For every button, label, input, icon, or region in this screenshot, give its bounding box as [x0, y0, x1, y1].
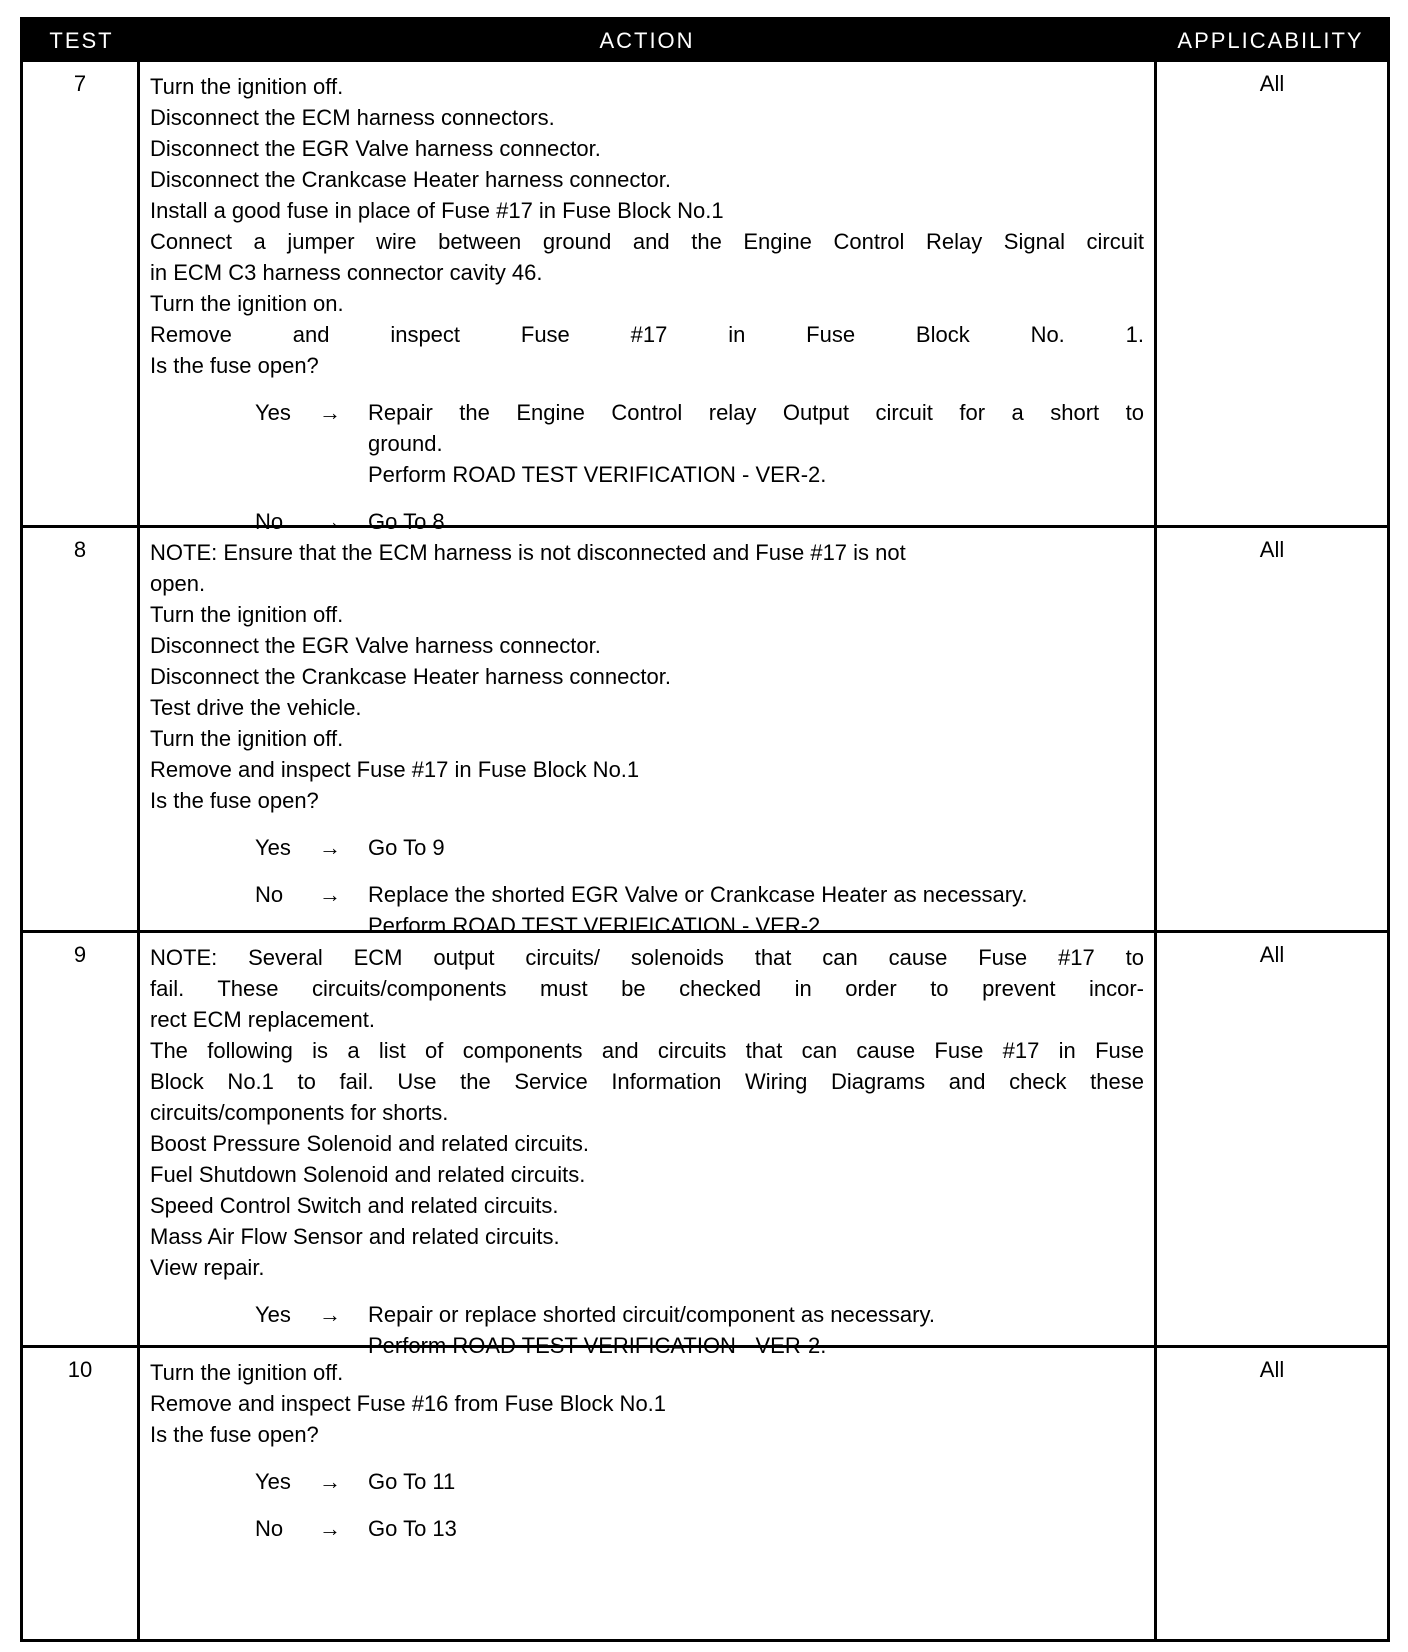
- table-row: [23, 525, 1387, 938]
- applicability-cell: All: [1259, 942, 1285, 967]
- response-answer: No: [255, 1516, 284, 1541]
- response-yes: [150, 1466, 1144, 1497]
- test-number: 8: [23, 528, 140, 930]
- action-line: Disconnect the EGR Valve harness connector.: [150, 136, 601, 161]
- diagnostic-table: [20, 17, 1390, 1642]
- response-answer: Yes: [255, 1302, 291, 1327]
- response-yes: [150, 397, 1144, 490]
- response-line: Perform ROAD TEST VERIFICATION - VER-2.: [368, 913, 827, 938]
- action-line: Test drive the vehicle.: [150, 695, 362, 720]
- action-cell: [140, 528, 1157, 938]
- applicability-cell: All: [1259, 71, 1285, 96]
- arrow-icon: →: [319, 1516, 341, 1541]
- action-line: Remove and inspect Fuse #17 in Fuse Block No.1: [150, 757, 640, 782]
- action-line: View repair.: [150, 1255, 265, 1280]
- action-line: NOTE: Ensure that the ECM harness is not disconnected and Fuse #17 is not: [150, 540, 906, 565]
- response-line: Go To 11: [368, 1469, 456, 1494]
- action-line: Turn the ignition off.: [150, 74, 344, 99]
- test-number: 7: [23, 62, 140, 525]
- action-line: Fuel Shutdown Solenoid and related circuits.: [150, 1162, 586, 1187]
- table-header: [23, 20, 1387, 62]
- response-line: Repair or replace shorted circuit/component as necessary.: [368, 1302, 935, 1327]
- action-line: Block No.1 to fail. Use the Service Information Wiring Diagrams and check these: [150, 1069, 1144, 1094]
- response-result: [368, 397, 1144, 490]
- action-line: Is the fuse open?: [150, 1422, 319, 1447]
- arrow-icon: →: [319, 400, 341, 425]
- table-row: [23, 1345, 1387, 1639]
- action-line: Is the fuse open?: [150, 353, 319, 378]
- arrow-icon: →: [319, 835, 341, 860]
- response-line: Go To 9: [368, 835, 445, 860]
- action-line: Install a good fuse in place of Fuse #17 in Fuse Block No.1: [150, 198, 724, 223]
- action-line: Mass Air Flow Sensor and related circuits.: [150, 1224, 560, 1249]
- arrow-icon: →: [319, 509, 341, 534]
- header-action: ACTION: [599, 28, 695, 53]
- response-line: Go To 8: [368, 509, 445, 534]
- response-result: [368, 1466, 1144, 1497]
- response-result: [368, 1513, 1144, 1544]
- response-answer: Yes: [255, 835, 291, 860]
- applicability-cell: All: [1259, 537, 1285, 562]
- action-cell: [140, 933, 1157, 1358]
- action-line: Remove and inspect Fuse #16 from Fuse Block No.1: [150, 1391, 667, 1416]
- response-line: Perform ROAD TEST VERIFICATION - VER-2.: [368, 1333, 827, 1358]
- applicability-cell: All: [1259, 1357, 1285, 1382]
- action-line: Is the fuse open?: [150, 788, 319, 813]
- action-line: in ECM C3 harness connector cavity 46.: [150, 260, 543, 285]
- response-line: Replace the shorted EGR Valve or Crankcase Heater as necessary.: [368, 882, 1028, 907]
- response-line: Repair the Engine Control relay Output circuit for a short to: [368, 400, 1144, 425]
- response-answer: Yes: [255, 1469, 291, 1494]
- action-line: open.: [150, 571, 206, 596]
- response-line: ground.: [368, 431, 443, 456]
- action-line: NOTE: Several ECM output circuits/ solenoids that can cause Fuse #17 to: [150, 945, 1144, 970]
- response-answer: Yes: [255, 400, 291, 425]
- header-applicability: APPLICABILITY: [1177, 28, 1364, 53]
- action-line: Remove and inspect Fuse #17 in Fuse Block No. 1.: [150, 322, 1144, 347]
- response-result: [368, 832, 1144, 863]
- action-line: Connect a jumper wire between ground and the Engine Control Relay Signal circuit: [150, 229, 1144, 254]
- action-line: Disconnect the EGR Valve harness connector.: [150, 633, 601, 658]
- arrow-icon: →: [319, 1302, 341, 1327]
- action-line: The following is a list of components and circuits that can cause Fuse #17 in Fuse: [150, 1038, 1144, 1063]
- response-line: Perform ROAD TEST VERIFICATION - VER-2.: [368, 462, 827, 487]
- action-line: circuits/components for shorts.: [150, 1100, 449, 1125]
- action-cell: [140, 62, 1157, 534]
- test-number: 9: [23, 933, 140, 1345]
- action-line: rect ECM replacement.: [150, 1007, 375, 1032]
- action-cell: [140, 1348, 1157, 1639]
- action-line: Disconnect the ECM harness connectors.: [150, 105, 555, 130]
- response-no: [150, 1513, 1144, 1544]
- arrow-icon: →: [319, 882, 341, 907]
- action-line: Disconnect the Crankcase Heater harness connector.: [150, 167, 671, 192]
- response-line: Go To 13: [368, 1516, 457, 1541]
- action-line: Disconnect the Crankcase Heater harness connector.: [150, 664, 671, 689]
- table-row: [23, 930, 1387, 1358]
- table-row: [23, 62, 1387, 534]
- action-line: Turn the ignition off.: [150, 602, 344, 627]
- action-line: Speed Control Switch and related circuits.: [150, 1193, 559, 1218]
- action-line: Turn the ignition off.: [150, 1360, 344, 1385]
- action-line: fail. These circuits/components must be checked in order to prevent incor-: [150, 976, 1144, 1001]
- header-test: TEST: [49, 28, 114, 53]
- action-line: Turn the ignition on.: [150, 291, 344, 316]
- arrow-icon: →: [319, 1469, 341, 1494]
- action-line: Turn the ignition off.: [150, 726, 344, 751]
- response-yes: [150, 832, 1144, 863]
- response-answer: No: [255, 882, 284, 907]
- response-answer: No: [255, 509, 284, 534]
- action-line: Boost Pressure Solenoid and related circuits.: [150, 1131, 590, 1156]
- test-number: 10: [23, 1348, 140, 1639]
